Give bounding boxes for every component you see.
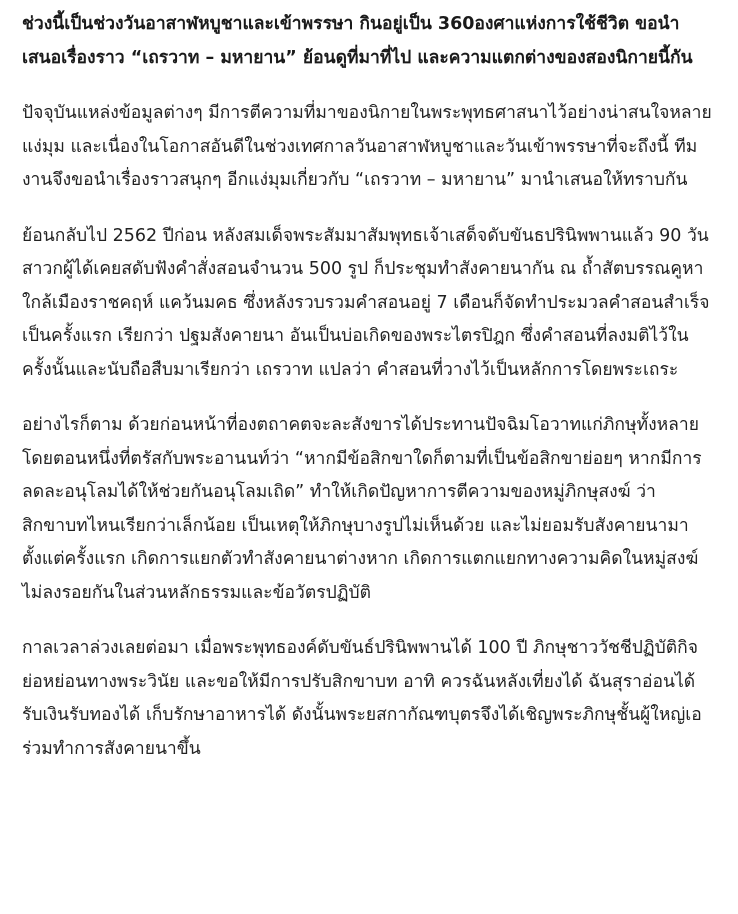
article-paragraph-1: ปัจจุบันแหล่งข้อมูลต่างๆ มีการตีความที่มาของนิกายในพระพุทธศาสนาไว้อย่างน่าสนใจหลายแง่มุม และเนื่องในโอกาสอันดีในช่วงเทศกาลวันอาสาฬหบูชาและวันเข้าพรรษาที่จะถึงนี้ ทีมงานจึงขอนำเรื่องราวสนุกๆ อีกแง่มุมเกี่ยวกับ “เถรวาท – มหายาน” มานำเสนอให้ทราบกัน [22, 103, 712, 190]
article-paragraph-4: กาลเวลาล่วงเลยต่อมา เมื่อพระพุทธองค์ดับขันธ์ปรินิพพานได้ 100 ปี ภิกษุชาววัชชีปฏิบัติกิจย่อหย่อนทางพระวินัย และขอให้มีการปรับสิกขาบท อาทิ ควรฉันหลังเที่ยงได้ ฉันสุราอ่อนได้ รับเงินรับทองได้ เก็บรักษาอาหารได้ ดังนั้นพระยสกากัณฑบุตรจึงได้เชิญพระภิกษุชั้นผู้ใหญ่เอร่วมทำการสังคายนาขึ้น [22, 638, 702, 759]
article-lead: ช่วงนี้เป็นช่วงวันอาสาฬหบูชาและเข้าพรรษา กินอยู่เป็น 360องศาแห่งการใช้ชีวิต ขอนำเสนอเรื่องราว “เถรวาท – มหายาน” ย้อนดูที่มาที่ไป และความแตกต่างของสองนิกายนี้กัน [22, 14, 693, 68]
article-paragraph-2: ย้อนกลับไป 2562 ปีก่อน หลังสมเด็จพระสัมมาสัมพุทธเจ้าเสด็จดับขันธปรินิพพานแล้ว 90 วัน สาวกผู้ได้เคยสดับฟังคำสั่งสอนจำนวน 500 รูป ก็ประชุมทำสังคายนากัน ณ ถ้ำสัตบรรณคูหา ใกล้เมืองราชคฤห์ แคว้นมคธ ซึ่งหลังรวบรวมคำสอนอยู่ 7 เดือนก็จัดทำประมวลคำสอนสำเร็จเป็นครั้งแรก เรียกว่า ปฐมสังคายนา อันเป็นบ่อเกิดของพระไตรปิฎก ซึ่งคำสอนที่ลงมติไว้ในครั้งนั้นและนับถือสืบมาเรียกว่า เถรวาท แปลว่า คำสอนที่วางไว้เป็นหลักการโดยพระเถระ [22, 225, 710, 380]
article-paragraph-3: อย่างไรก็ตาม ด้วยก่อนหน้าที่องตถาคตจะละสังขารได้ประทานปัจฉิมโอวาทแก่ภิกษุทั้งหลาย โดยตอนหนึ่งที่ตรัสกับพระอานนท์ว่า “หากมีข้อสิกขาใดก็ตามที่เป็นข้อสิกขาย่อยๆ หากมีการลดละอนุโลมได้ให้ช่วยกันอนุโลมเถิด” ทำให้เกิดปัญหาการตีความของหมู่ภิกษุสงฆ์ ว่า สิกขาบทไหนเรียกว่าเล็กน้อย เป็นเหตุให้ภิกษุบางรูปไม่เห็นด้วย และไม่ยอมรับสังคายนามาตั้งแต่ครั้งแรก เกิดการแยกตัวทำสังคายนาต่างหาก เกิดการแตกแยกทางความคิดในหมู่สงฆ์ ไม่ลงรอยกันในส่วนหลักธรรมและข้อวัตรปฏิบัติ [22, 415, 702, 603]
